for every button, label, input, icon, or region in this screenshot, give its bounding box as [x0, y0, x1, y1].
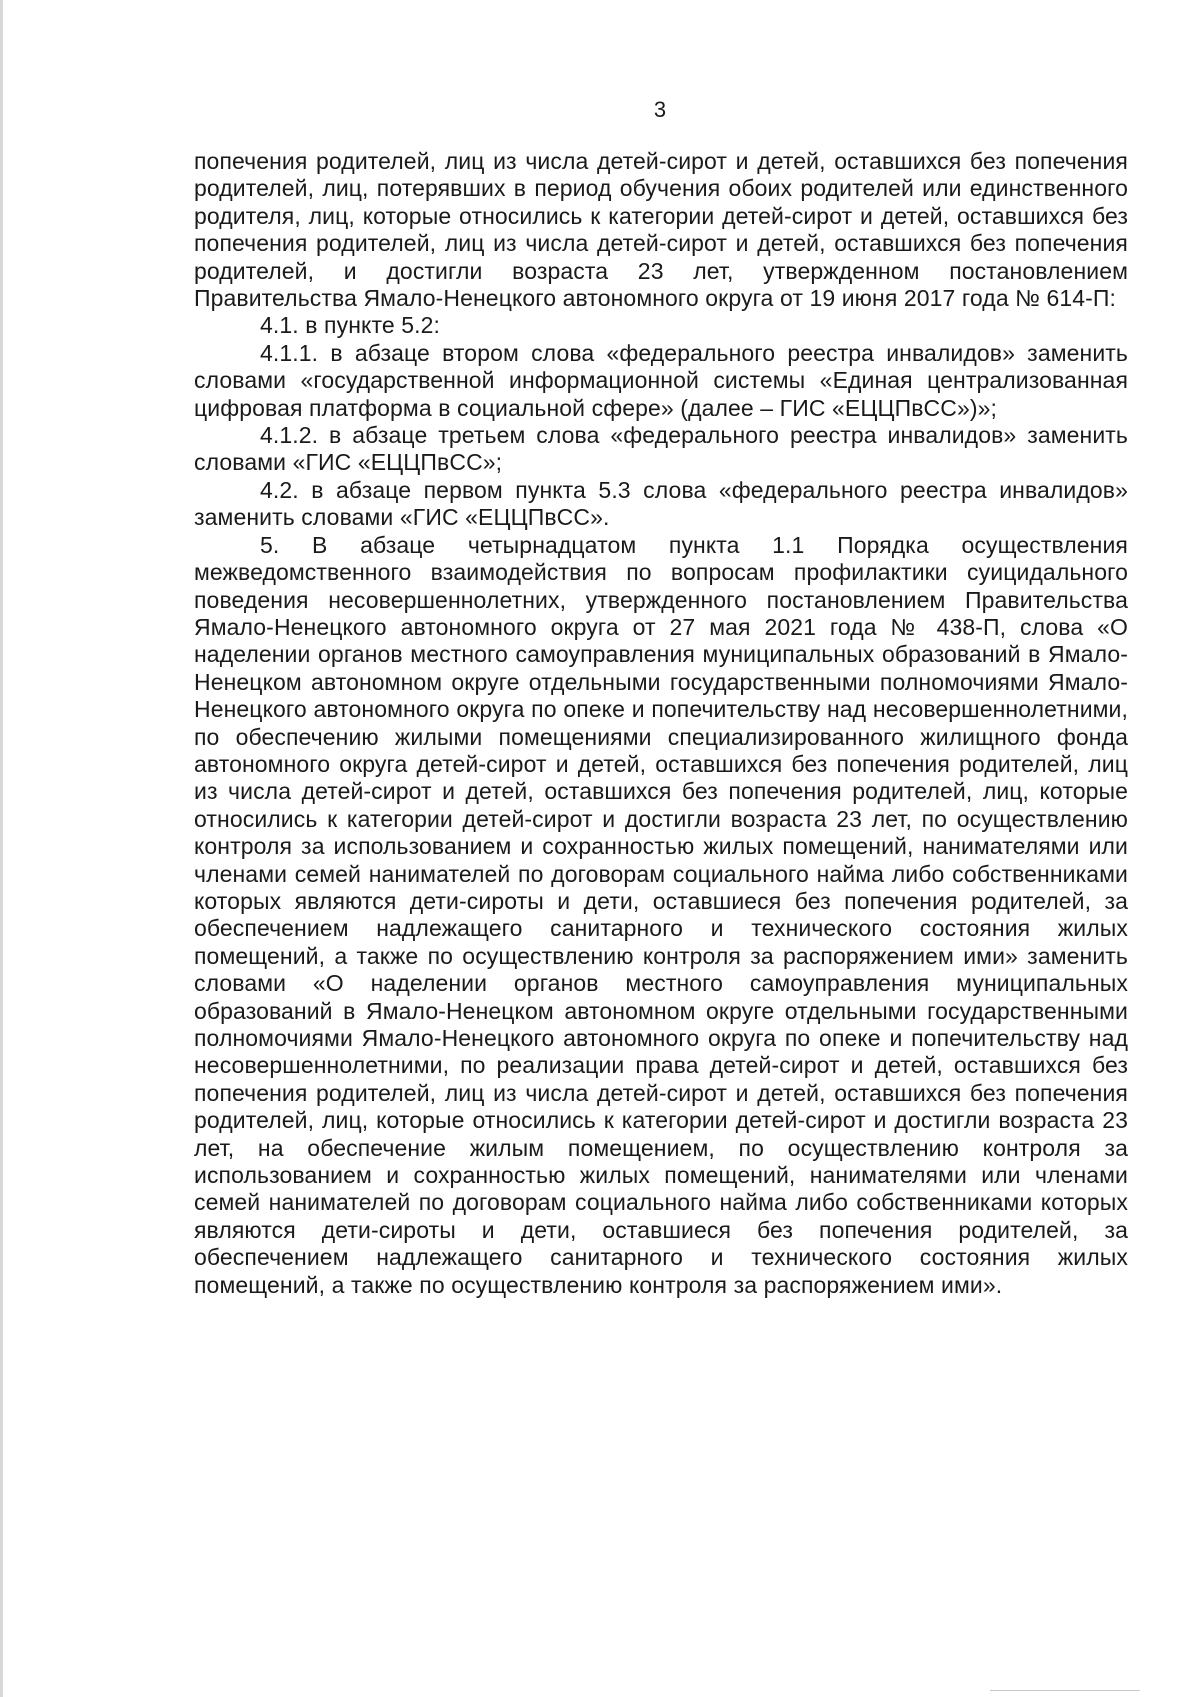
scan-left-edge: [0, 0, 3, 1697]
scan-bottom-mark: [990, 1690, 1140, 1691]
paragraph-item-5: 5. В абзаце четырнадцатом пункта 1.1 Порядка осуществления межведомственного взаимодействия по вопросам профилактики суицидального поведения несовершеннолетних, утвержденного постановлением Правительства Ямало-Ненецкого автономного округа от 27 мая 2021 года № 438-П, слова «О наделении органов местного самоуправления муниципальных образований в Ямало-Ненецком автономном округе отдельными государственными полномочиями Ямало-Ненецкого автономного округа по опеке и попечительству над несовершеннолетними, по обеспечению жилыми помещениями специализированного жилищного фонда автономного округа детей-сирот и детей, оставшихся без попечения родителей, лиц из числа детей-сирот и детей, оставшихся без попечения родителей, лиц, которые относились к категории детей-сирот и достигли возраста 23 лет, по осуществлению контроля за использованием и сохранностью жилых помещений, нанимателями или членами семей нанимателей по договорам социального найма либо собственниками которых являются дети-сироты и дети, оставшиеся без попечения родителей, за обеспечением надлежащего санитарного и технического состояния жилых помещений, а также по осуществлению контроля за распоряжением ими» заменить словами «О наделении органов местного самоуправления муниципальных образований в Ямало-Ненецком автономном округе отдельными государственными полномочиями Ямало-Ненецкого автономного округа по опеке и попечительству над несовершеннолетними, по реализации права детей-сирот и детей, оставшихся без попечения родителей, лиц из числа детей-сирот и детей, оставшихся без попечения родителей, лиц, которые относились к категории детей-сирот и достигли возраста 23 лет, на обеспечение жилым помещением, по осуществлению контроля за использованием и сохранностью жилых помещений, нанимателями или членами семей нанимателей по договорам социального найма либо собственниками которых являются дети-сироты и дети, оставшиеся без попечения родителей, за обеспечением надлежащего санитарного и технического состояния жилых помещений, а также по осуществлению контроля за распоряжением ими».: [194, 531, 1128, 1298]
document-body: [194, 148, 1128, 1299]
paragraph-item-4-1-1: 4.1.1. в абзаце втором слова «федерального реестра инвалидов» заменить словами «государственной информационной системы «Единая централизованная цифровая платформа в социальной сфере» (далее – ГИС «ЕЦЦПвСС»)»;: [194, 339, 1128, 421]
paragraph-intro: попечения родителей, лиц из числа детей-сирот и детей, оставшихся без попечения родителей, лиц, потерявших в период обучения обоих родителей или единственного родителя, лиц, которые относились к категории детей-сирот и детей, оставшихся без попечения родителей, лиц из числа детей-сирот и детей, оставшихся без попечения родителей, и достигли возраста 23 лет, утвержденном постановлением Правительства Ямало-Ненецкого автономного округа от 19 июня 2017 года № 614-П:: [194, 148, 1128, 312]
paragraph-item-4-2: 4.2. в абзаце первом пункта 5.3 слова «федерального реестра инвалидов» заменить словами «ГИС «ЕЦЦПвСС».: [194, 476, 1128, 531]
paragraph-item-4-1-2: 4.1.2. в абзаце третьем слова «федерального реестра инвалидов» заменить словами «ГИС «ЕЦЦПвСС»;: [194, 422, 1128, 476]
page-number: 3: [653, 97, 667, 122]
paragraph-item-4-1: 4.1. в пункте 5.2:: [260, 312, 440, 339]
